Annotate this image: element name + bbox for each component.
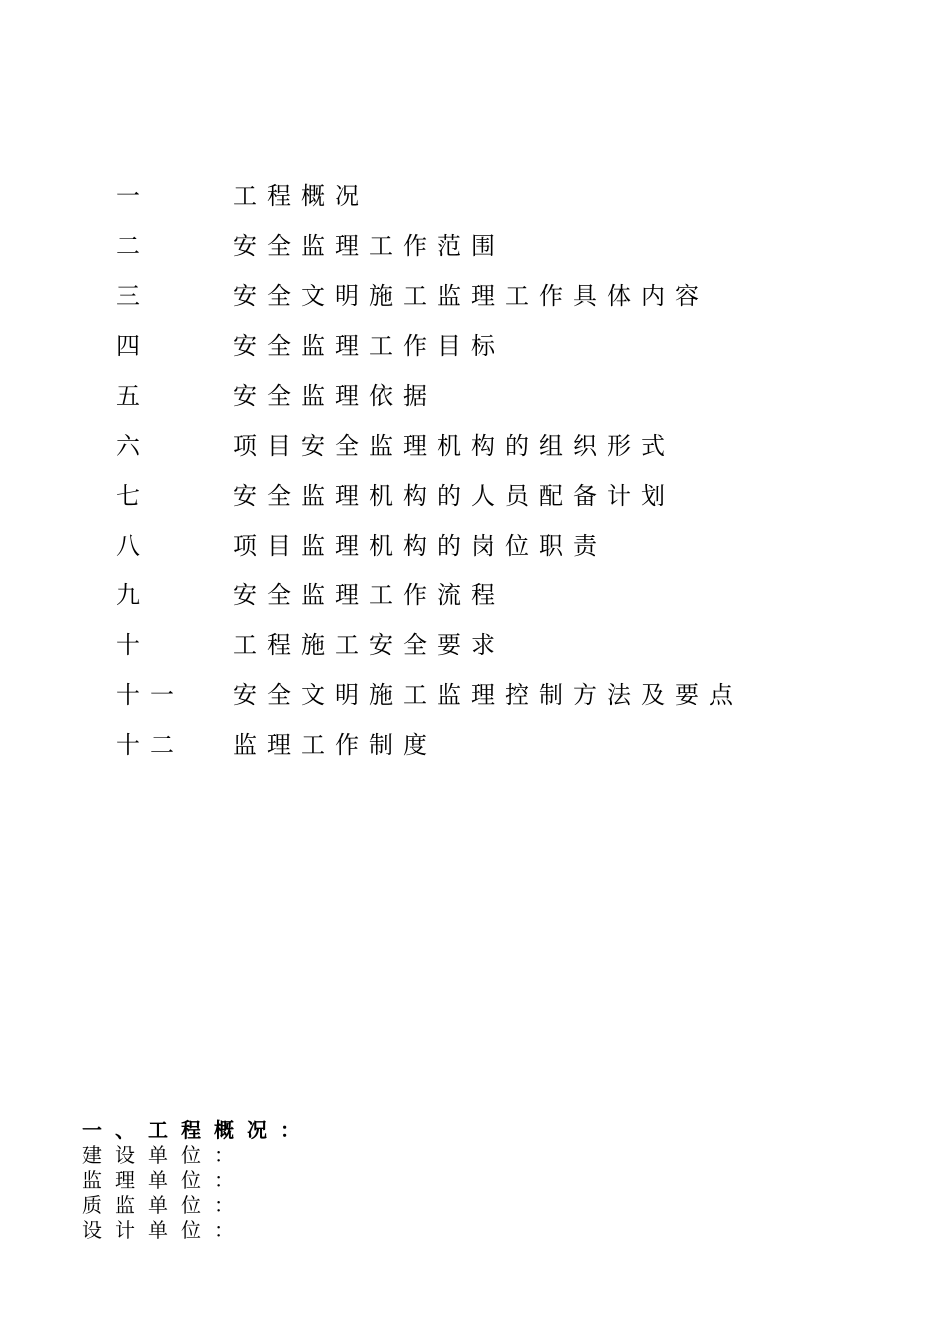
toc-item-number: 六: [116, 432, 150, 460]
toc-item: [0, 625, 950, 665]
toc-item-title: 工程施工安全要求: [233, 631, 505, 659]
toc-item-number: 九: [116, 581, 150, 609]
toc-item-number: 七: [116, 482, 150, 510]
construction-unit-line: 建设单位：: [82, 1143, 247, 1167]
toc-item: [0, 426, 950, 466]
toc-item: [0, 725, 950, 765]
toc-item: [0, 176, 950, 216]
quality-supervision-unit-line: 质监单位：: [82, 1193, 247, 1217]
toc-item-number: 十: [116, 631, 150, 659]
toc-item: [0, 575, 950, 615]
toc-item-title: 安全文明施工监理控制方法及要点: [233, 681, 743, 709]
toc-item: [0, 276, 950, 316]
toc-item-number: 十二: [116, 731, 184, 759]
toc-item-number: 五: [116, 382, 150, 410]
toc-item-title: 项目监理机构的岗位职责: [233, 532, 607, 560]
toc-item-number: 十一: [116, 681, 184, 709]
toc-item-title: 安全文明施工监理工作具体内容: [233, 282, 709, 310]
toc-item: [0, 526, 950, 566]
design-unit-line: 设计单位：: [82, 1218, 247, 1242]
project-overview-section: [82, 1117, 882, 1243]
toc-item-number: 一: [116, 182, 150, 210]
toc-item-number: 八: [116, 532, 150, 560]
toc-item-title: 安全监理工作目标: [233, 332, 505, 360]
toc-item-number: 二: [116, 232, 150, 260]
toc-item: [0, 376, 950, 416]
toc-item-number: 四: [116, 332, 150, 360]
toc-item-title: 安全监理工作范围: [233, 232, 505, 260]
supervision-unit-line: 监理单位：: [82, 1168, 247, 1192]
toc-item: [0, 226, 950, 266]
toc-item-title: 项目安全监理机构的组织形式: [233, 432, 675, 460]
toc-item: [0, 675, 950, 715]
section-heading: 一、工程概况：: [82, 1118, 313, 1142]
toc-item: [0, 326, 950, 366]
toc-item-number: 三: [116, 282, 150, 310]
toc-item: [0, 476, 950, 516]
toc-item-title: 监理工作制度: [233, 731, 437, 759]
toc-item-title: 安全监理依据: [233, 382, 437, 410]
toc-item-title: 工程概况: [233, 182, 369, 210]
toc-item-title: 安全监理机构的人员配备计划: [233, 482, 675, 510]
toc-item-title: 安全监理工作流程: [233, 581, 505, 609]
